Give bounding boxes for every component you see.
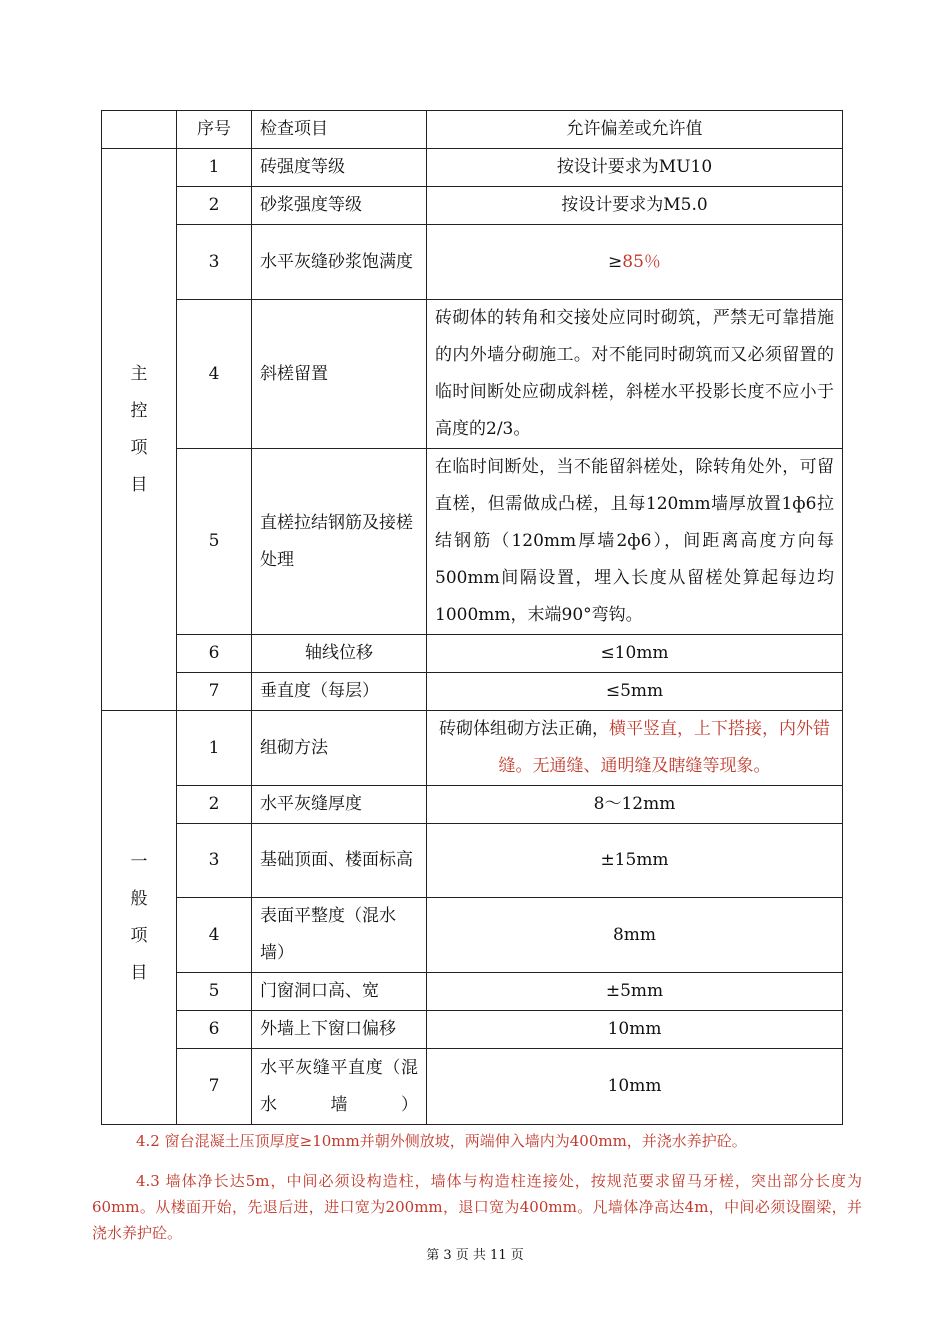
row-item: 门窗洞口高、宽 (252, 973, 427, 1011)
table-row (102, 225, 843, 300)
table-row (102, 300, 843, 449)
header-item: 检查项目 (252, 111, 427, 149)
row-value: ≤10mm (427, 635, 843, 673)
table-row (102, 449, 843, 635)
note-4-3: 4.3 墙体净长达5m，中间必须设构造柱，墙体与构造柱连接处，按规范要求留马牙槎，突出部分长度为60mm。从楼面开始，先退后进，进口宽为200mm，退口宽为400mm。凡墙体净高达4m，中间必须设圈梁，并浇水养护砼。 (92, 1172, 862, 1242)
row-no: 6 (177, 635, 252, 673)
table-row (102, 187, 843, 225)
row-value: 砖砌体的转角和交接处应同时砌筑，严禁无可靠措施的内外墙分砌施工。对不能同时砌筑而又必须留置的临时间断处应砌成斜槎，斜槎水平投影长度不应小于高度的2/3。 (427, 300, 843, 449)
row-no: 1 (177, 711, 252, 786)
row-no: 7 (177, 673, 252, 711)
table-row (102, 673, 843, 711)
row-value: 10mm (427, 1049, 843, 1125)
row-no: 6 (177, 1011, 252, 1049)
header-blank (102, 111, 177, 149)
row-no: 4 (177, 300, 252, 449)
row-item: 水平灰缝砂浆饱满度 (252, 225, 427, 300)
row-value: ≥85％ (427, 225, 843, 300)
row-value: 按设计要求为M5.0 (427, 187, 843, 225)
row-item: 砂浆强度等级 (252, 187, 427, 225)
row-item: 水平灰缝平直度（混水墙） (252, 1049, 427, 1125)
row-value: 砖砌体组砌方法正确，横平竖直，上下搭接，内外错缝。无通缝、通明缝及瞎缝等现象。 (427, 711, 843, 786)
row-value: 10mm (427, 1011, 843, 1049)
row-value: 8mm (427, 898, 843, 973)
table-row (102, 786, 843, 824)
row-value: ±15mm (427, 824, 843, 898)
row-no: 2 (177, 786, 252, 824)
table-row (102, 711, 843, 786)
row-no: 5 (177, 449, 252, 635)
table-row (102, 898, 843, 973)
row-value: ±5mm (427, 973, 843, 1011)
row-item: 表面平整度（混水墙） (252, 898, 427, 973)
row-item: 组砌方法 (252, 711, 427, 786)
row-value: 按设计要求为MU10 (427, 149, 843, 187)
row-item: 斜槎留置 (252, 300, 427, 449)
header-value: 允许偏差或允许值 (427, 111, 843, 149)
main-control-group-label: 主 控 项 目 (102, 149, 177, 711)
row-no: 3 (177, 225, 252, 300)
row-item: 水平灰缝厚度 (252, 786, 427, 824)
table-row (102, 824, 843, 898)
table-row (102, 973, 843, 1011)
table-row (102, 1049, 843, 1125)
row-no: 7 (177, 1049, 252, 1125)
table-header-row (102, 111, 843, 149)
row-item: 基础顶面、楼面标高 (252, 824, 427, 898)
table-row (102, 635, 843, 673)
row-no: 4 (177, 898, 252, 973)
header-no: 序号 (177, 111, 252, 149)
row-item: 垂直度（每层） (252, 673, 427, 711)
inspection-table (101, 110, 843, 1125)
row-value: 8～12mm (427, 786, 843, 824)
row-value: ≤5mm (427, 673, 843, 711)
table-row (102, 149, 843, 187)
table-row (102, 1011, 843, 1049)
row-no: 3 (177, 824, 252, 898)
row-item: 轴线位移 (252, 635, 427, 673)
page-footer: 第 3 页 共 11 页 (426, 1248, 524, 1263)
row-item: 直槎拉结钢筋及接槎处理 (252, 449, 427, 635)
row-item: 外墙上下窗口偏移 (252, 1011, 427, 1049)
row-item: 砖强度等级 (252, 149, 427, 187)
note-4-2: 4.2 窗台混凝土压顶厚度≥10mm并朝外侧放坡，两端伸入墙内为400mm，并浇水养护砼。 (136, 1132, 747, 1150)
row-no: 5 (177, 973, 252, 1011)
row-no: 1 (177, 149, 252, 187)
row-value: 在临时间断处，当不能留斜槎处，除转角处外，可留直槎，但需做成凸槎，且每120mm墙厚放置1ф6拉结钢筋（120mm厚墙2ф6），间距离高度方向每500mm间隔设置，埋入长度从留槎处算起每边均1000mm，末端90°弯钩。 (427, 449, 843, 635)
row-no: 2 (177, 187, 252, 225)
general-group-label: 一 般 项 目 (102, 711, 177, 1125)
